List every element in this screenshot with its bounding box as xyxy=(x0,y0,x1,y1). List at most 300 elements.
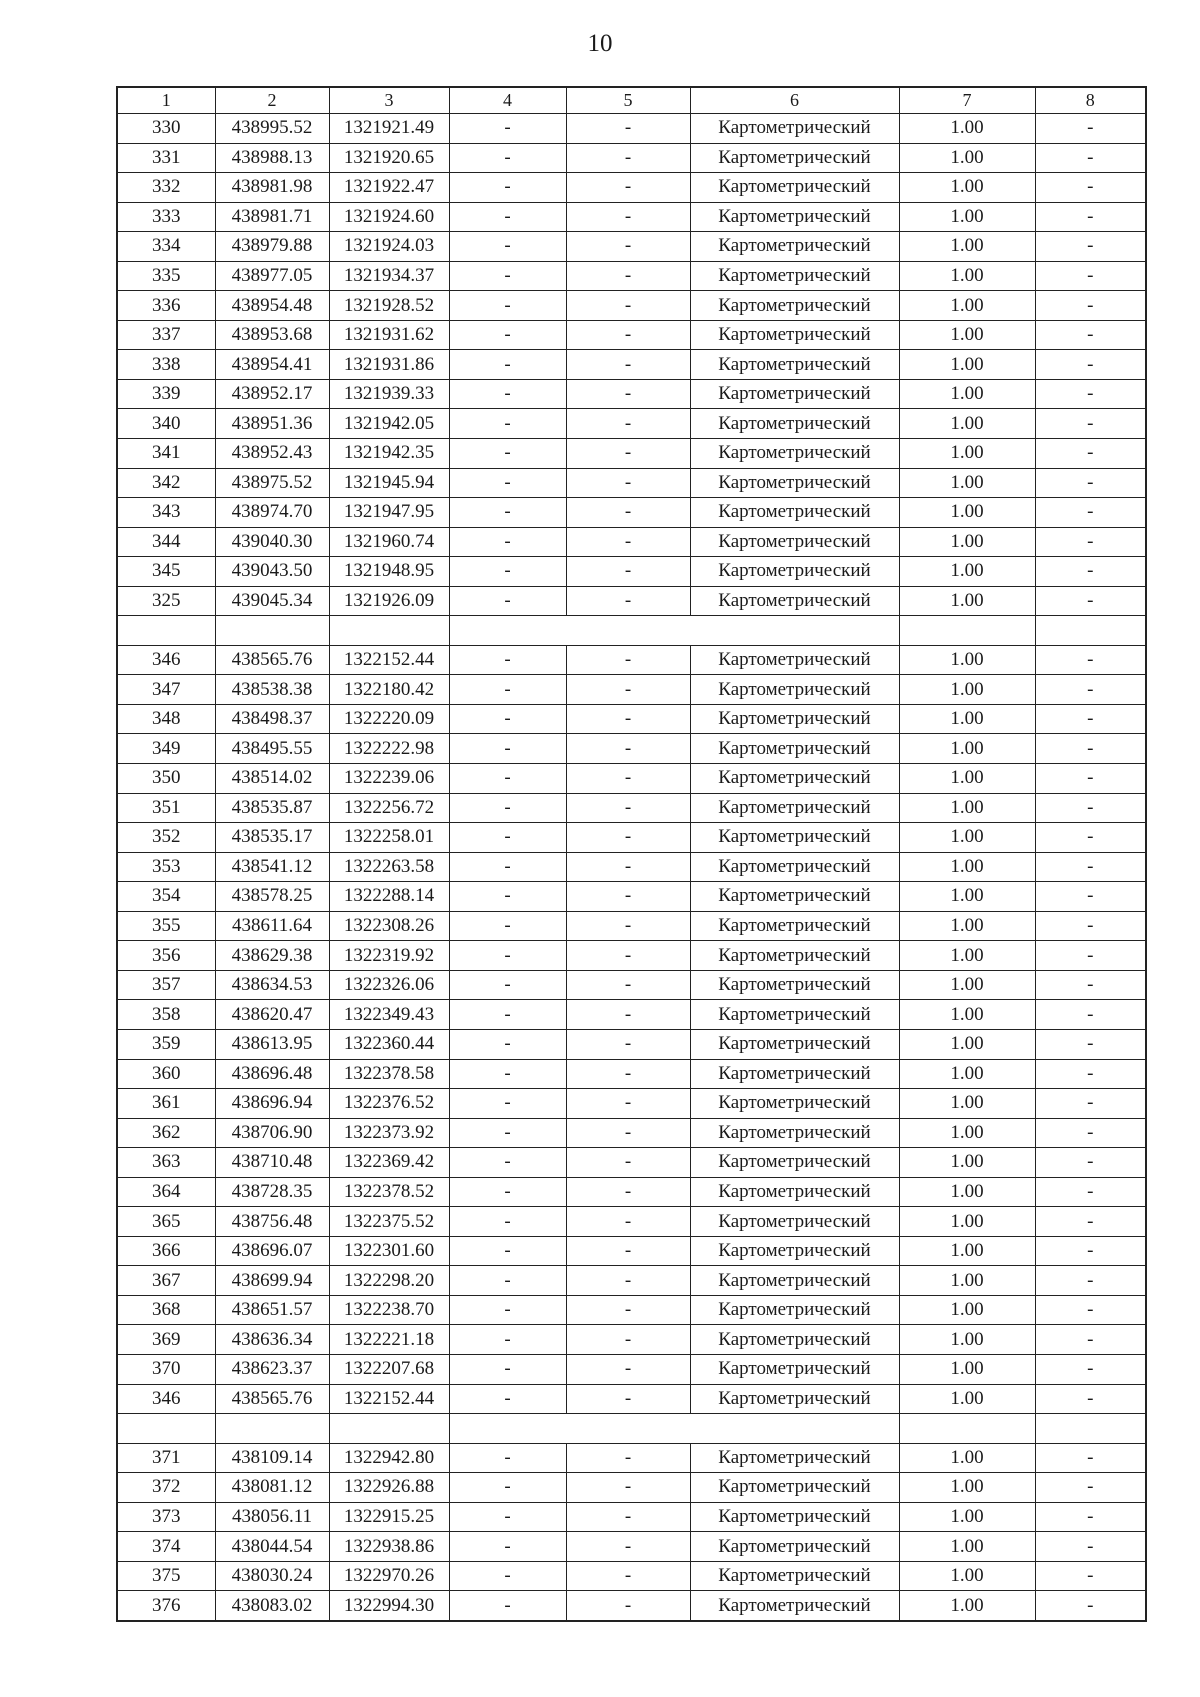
table-cell: Картометрический xyxy=(690,320,899,350)
table-cell: 438710.48 xyxy=(215,1148,329,1178)
table-row xyxy=(117,1266,1146,1296)
table-cell: 372 xyxy=(117,1473,215,1503)
table-cell: - xyxy=(566,1000,690,1030)
table-cell: 1321926.09 xyxy=(329,586,449,616)
table-cell: 1.00 xyxy=(899,468,1035,498)
table-cell: 1.00 xyxy=(899,675,1035,705)
table-cell: 1322221.18 xyxy=(329,1325,449,1355)
table-cell: 1.00 xyxy=(899,970,1035,1000)
table-cell: Картометрический xyxy=(690,1295,899,1325)
table-cell: 1.00 xyxy=(899,1473,1035,1503)
table-cell: 1.00 xyxy=(899,1177,1035,1207)
table-cell: - xyxy=(1035,114,1146,144)
table-cell: - xyxy=(566,409,690,439)
table-cell: Картометрический xyxy=(690,1561,899,1591)
table-row xyxy=(117,498,1146,528)
table-cell: 1321948.95 xyxy=(329,557,449,587)
table-cell: - xyxy=(449,970,566,1000)
table-cell: 438953.68 xyxy=(215,320,329,350)
table-row xyxy=(117,734,1146,764)
table-cell: - xyxy=(566,1354,690,1384)
table-cell: 438696.48 xyxy=(215,1059,329,1089)
table-cell: - xyxy=(1035,1561,1146,1591)
table-cell: 1.00 xyxy=(899,527,1035,557)
table-cell: - xyxy=(1035,675,1146,705)
table-cell: 1.00 xyxy=(899,1118,1035,1148)
table-cell: 1.00 xyxy=(899,261,1035,291)
table-cell: - xyxy=(566,823,690,853)
table-cell: - xyxy=(566,645,690,675)
table-row xyxy=(117,852,1146,882)
table-cell: - xyxy=(566,675,690,705)
table-cell: 438988.13 xyxy=(215,143,329,173)
table-cell: 1.00 xyxy=(899,941,1035,971)
table-cell: Картометрический xyxy=(690,350,899,380)
table-cell: - xyxy=(1035,143,1146,173)
table-cell: 438696.07 xyxy=(215,1236,329,1266)
table-cell: 339 xyxy=(117,379,215,409)
table-row xyxy=(117,911,1146,941)
table-cell: Картометрический xyxy=(690,645,899,675)
table-cell: Картометрический xyxy=(690,173,899,203)
table-cell: - xyxy=(566,232,690,262)
table-cell: - xyxy=(1035,1089,1146,1119)
table-cell: 438565.76 xyxy=(215,645,329,675)
column-header: 8 xyxy=(1035,87,1146,114)
table-cell: - xyxy=(566,1384,690,1414)
table-cell: - xyxy=(1035,232,1146,262)
table-row xyxy=(117,1000,1146,1030)
table-cell: 438651.57 xyxy=(215,1295,329,1325)
table-cell: 1321942.35 xyxy=(329,439,449,469)
table-header-row xyxy=(117,87,1146,114)
table-cell: - xyxy=(1035,941,1146,971)
empty-cell xyxy=(329,616,449,646)
column-header: 7 xyxy=(899,87,1035,114)
table-cell: - xyxy=(1035,970,1146,1000)
table-cell: 1322256.72 xyxy=(329,793,449,823)
table-cell: Картометрический xyxy=(690,1207,899,1237)
table-cell: 357 xyxy=(117,970,215,1000)
table-cell: 333 xyxy=(117,202,215,232)
table-cell: 355 xyxy=(117,911,215,941)
table-cell: Картометрический xyxy=(690,941,899,971)
table-cell: - xyxy=(449,261,566,291)
table-cell: - xyxy=(566,468,690,498)
table-cell: Картометрический xyxy=(690,1532,899,1562)
table-cell: 1.00 xyxy=(899,1443,1035,1473)
table-row xyxy=(117,1473,1146,1503)
table-cell: 1322349.43 xyxy=(329,1000,449,1030)
table-cell: 359 xyxy=(117,1029,215,1059)
table-cell: Картометрический xyxy=(690,970,899,1000)
table-cell: 438699.94 xyxy=(215,1266,329,1296)
table-cell: 1.00 xyxy=(899,586,1035,616)
table-cell: 438975.52 xyxy=(215,468,329,498)
table-cell: - xyxy=(1035,409,1146,439)
table-cell: 1321922.47 xyxy=(329,173,449,203)
table-cell: 1322326.06 xyxy=(329,970,449,1000)
table-cell: 438623.37 xyxy=(215,1354,329,1384)
table-cell: 438620.47 xyxy=(215,1000,329,1030)
table-cell: 334 xyxy=(117,232,215,262)
table-cell: 347 xyxy=(117,675,215,705)
table-cell: 364 xyxy=(117,1177,215,1207)
table-cell: 1.00 xyxy=(899,823,1035,853)
table-cell: 438109.14 xyxy=(215,1443,329,1473)
table-cell: 1.00 xyxy=(899,704,1035,734)
table-cell: 1.00 xyxy=(899,911,1035,941)
table-cell: - xyxy=(449,704,566,734)
table-cell: 1321942.05 xyxy=(329,409,449,439)
table-cell: 358 xyxy=(117,1000,215,1030)
table-cell: - xyxy=(566,527,690,557)
table-cell: 438979.88 xyxy=(215,232,329,262)
table-cell: - xyxy=(1035,439,1146,469)
table-cell: - xyxy=(566,734,690,764)
table-row xyxy=(117,468,1146,498)
table-cell: - xyxy=(449,1561,566,1591)
table-cell: - xyxy=(1035,1384,1146,1414)
table-cell: 342 xyxy=(117,468,215,498)
table-cell: 1322207.68 xyxy=(329,1354,449,1384)
empty-cell xyxy=(329,1414,449,1444)
table-cell: Картометрический xyxy=(690,232,899,262)
table-cell: Картометрический xyxy=(690,1236,899,1266)
table-row xyxy=(117,1089,1146,1119)
table-cell: 1.00 xyxy=(899,557,1035,587)
table-cell: - xyxy=(1035,291,1146,321)
table-cell: 1.00 xyxy=(899,1561,1035,1591)
table-cell: - xyxy=(1035,1591,1146,1621)
empty-cell xyxy=(899,1414,1035,1444)
table-cell: 438728.35 xyxy=(215,1177,329,1207)
table-cell: 438951.36 xyxy=(215,409,329,439)
table-cell: 438756.48 xyxy=(215,1207,329,1237)
table-cell: 438706.90 xyxy=(215,1118,329,1148)
table-cell: Картометрический xyxy=(690,114,899,144)
table-cell: 1322298.20 xyxy=(329,1266,449,1296)
table-cell: - xyxy=(566,1089,690,1119)
table-cell: 331 xyxy=(117,143,215,173)
table-cell: Картометрический xyxy=(690,1354,899,1384)
table-cell: - xyxy=(449,1000,566,1030)
table-row xyxy=(117,320,1146,350)
table-cell: 1.00 xyxy=(899,1029,1035,1059)
column-header: 3 xyxy=(329,87,449,114)
table-cell: 332 xyxy=(117,173,215,203)
table-cell: - xyxy=(1035,1354,1146,1384)
table-row xyxy=(117,823,1146,853)
table-cell: - xyxy=(566,1473,690,1503)
table-separator-row xyxy=(117,616,1146,646)
table-cell: - xyxy=(566,793,690,823)
table-cell: 1.00 xyxy=(899,232,1035,262)
table-cell: - xyxy=(449,468,566,498)
table-cell: 439040.30 xyxy=(215,527,329,557)
table-cell: 1.00 xyxy=(899,1591,1035,1621)
table-cell: 366 xyxy=(117,1236,215,1266)
table-cell: 438611.64 xyxy=(215,911,329,941)
table-cell: 1322970.26 xyxy=(329,1561,449,1591)
table-cell: - xyxy=(449,379,566,409)
table-cell: 369 xyxy=(117,1325,215,1355)
table-cell: Картометрический xyxy=(690,704,899,734)
table-cell: 1322152.44 xyxy=(329,1384,449,1414)
table-cell: 1321934.37 xyxy=(329,261,449,291)
table-cell: - xyxy=(1035,1148,1146,1178)
table-cell: - xyxy=(1035,350,1146,380)
table-cell: - xyxy=(1035,261,1146,291)
empty-cell xyxy=(690,1414,899,1444)
table-cell: 371 xyxy=(117,1443,215,1473)
empty-cell xyxy=(899,616,1035,646)
table-cell: 360 xyxy=(117,1059,215,1089)
table-cell: 1.00 xyxy=(899,852,1035,882)
table-cell: - xyxy=(566,1266,690,1296)
table-cell: 1.00 xyxy=(899,1384,1035,1414)
empty-cell xyxy=(1035,1414,1146,1444)
table-row xyxy=(117,970,1146,1000)
table-cell: - xyxy=(449,941,566,971)
empty-cell xyxy=(117,616,215,646)
table-cell: 1.00 xyxy=(899,1532,1035,1562)
table-cell: 438541.12 xyxy=(215,852,329,882)
table-cell: Картометрический xyxy=(690,527,899,557)
table-cell: Картометрический xyxy=(690,1325,899,1355)
empty-cell xyxy=(117,1414,215,1444)
table-cell: 1321931.62 xyxy=(329,320,449,350)
table-row xyxy=(117,1295,1146,1325)
table-cell: - xyxy=(566,557,690,587)
table-cell: 1322180.42 xyxy=(329,675,449,705)
table-cell: - xyxy=(1035,1177,1146,1207)
table-cell: Картометрический xyxy=(690,852,899,882)
table-cell: 1322376.52 xyxy=(329,1089,449,1119)
coordinates-table xyxy=(116,86,1147,1622)
table-cell: - xyxy=(1035,764,1146,794)
table-cell: - xyxy=(566,291,690,321)
table-cell: 1322375.52 xyxy=(329,1207,449,1237)
table-cell: Картометрический xyxy=(690,911,899,941)
table-cell: - xyxy=(449,173,566,203)
table-cell: - xyxy=(449,202,566,232)
empty-cell xyxy=(690,616,899,646)
table-cell: - xyxy=(566,143,690,173)
table-cell: - xyxy=(449,1236,566,1266)
table-cell: - xyxy=(566,173,690,203)
table-cell: - xyxy=(566,439,690,469)
table-cell: 1322152.44 xyxy=(329,645,449,675)
table-cell: 1.00 xyxy=(899,439,1035,469)
column-header: 5 xyxy=(566,87,690,114)
table-cell: 376 xyxy=(117,1591,215,1621)
table-row xyxy=(117,1591,1146,1621)
table-cell: 348 xyxy=(117,704,215,734)
table-cell: - xyxy=(1035,557,1146,587)
table-cell: - xyxy=(449,1148,566,1178)
table-cell: 361 xyxy=(117,1089,215,1119)
table-cell: - xyxy=(1035,379,1146,409)
table-cell: 1.00 xyxy=(899,764,1035,794)
table-cell: 438030.24 xyxy=(215,1561,329,1591)
table-cell: - xyxy=(449,291,566,321)
table-cell: Картометрический xyxy=(690,261,899,291)
table-cell: 1.00 xyxy=(899,498,1035,528)
table-cell: 438565.76 xyxy=(215,1384,329,1414)
table-cell: - xyxy=(1035,1207,1146,1237)
table-cell: 330 xyxy=(117,114,215,144)
table-cell: - xyxy=(449,645,566,675)
table-cell: - xyxy=(449,882,566,912)
table-cell: 1322942.80 xyxy=(329,1443,449,1473)
table-cell: 1321924.03 xyxy=(329,232,449,262)
table-cell: Картометрический xyxy=(690,1148,899,1178)
table-cell: 1.00 xyxy=(899,645,1035,675)
table-cell: 1322369.42 xyxy=(329,1148,449,1178)
table-cell: 438696.94 xyxy=(215,1089,329,1119)
table-cell: 354 xyxy=(117,882,215,912)
table-cell: 1.00 xyxy=(899,1089,1035,1119)
table-cell: - xyxy=(1035,1443,1146,1473)
table-cell: - xyxy=(566,261,690,291)
table-row xyxy=(117,1561,1146,1591)
table-cell: 1.00 xyxy=(899,1502,1035,1532)
table-cell: - xyxy=(566,941,690,971)
table-cell: 338 xyxy=(117,350,215,380)
table-cell: 362 xyxy=(117,1118,215,1148)
table-cell: - xyxy=(449,1059,566,1089)
table-cell: - xyxy=(1035,793,1146,823)
table-row xyxy=(117,586,1146,616)
table-cell: 438514.02 xyxy=(215,764,329,794)
table-cell: - xyxy=(566,764,690,794)
table-cell: 1.00 xyxy=(899,143,1035,173)
table-cell: 438081.12 xyxy=(215,1473,329,1503)
table-cell: - xyxy=(566,1029,690,1059)
table-cell: 1.00 xyxy=(899,1295,1035,1325)
table-cell: Картометрический xyxy=(690,379,899,409)
table-cell: - xyxy=(449,1502,566,1532)
table-cell: 353 xyxy=(117,852,215,882)
table-cell: - xyxy=(449,143,566,173)
table-cell: - xyxy=(449,586,566,616)
table-row xyxy=(117,291,1146,321)
table-cell: - xyxy=(566,911,690,941)
table-row xyxy=(117,439,1146,469)
table-cell: Картометрический xyxy=(690,1384,899,1414)
table-cell: 374 xyxy=(117,1532,215,1562)
table-row xyxy=(117,882,1146,912)
table-cell: 1.00 xyxy=(899,114,1035,144)
table-cell: 1321939.33 xyxy=(329,379,449,409)
table-cell: 351 xyxy=(117,793,215,823)
table-row xyxy=(117,409,1146,439)
table-cell: 1322239.06 xyxy=(329,764,449,794)
table-cell: 1322220.09 xyxy=(329,704,449,734)
table-cell: - xyxy=(566,1532,690,1562)
table-cell: - xyxy=(1035,586,1146,616)
table-cell: 363 xyxy=(117,1148,215,1178)
table-cell: 1322258.01 xyxy=(329,823,449,853)
table-cell: Картометрический xyxy=(690,498,899,528)
table-cell: - xyxy=(449,1177,566,1207)
table-cell: - xyxy=(449,498,566,528)
table-cell: Картометрический xyxy=(690,409,899,439)
table-cell: - xyxy=(566,350,690,380)
table-cell: 438981.71 xyxy=(215,202,329,232)
table-cell: 343 xyxy=(117,498,215,528)
table-cell: 438995.52 xyxy=(215,114,329,144)
table-cell: - xyxy=(566,882,690,912)
table-cell: Картометрический xyxy=(690,468,899,498)
table-cell: 1.00 xyxy=(899,350,1035,380)
table-cell: 1321920.65 xyxy=(329,143,449,173)
table-cell: 439043.50 xyxy=(215,557,329,587)
table-cell: Картометрический xyxy=(690,882,899,912)
table-cell: 346 xyxy=(117,645,215,675)
table-cell: 350 xyxy=(117,764,215,794)
table-cell: - xyxy=(1035,202,1146,232)
table-cell: 1322238.70 xyxy=(329,1295,449,1325)
table-cell: 1321928.52 xyxy=(329,291,449,321)
table-row xyxy=(117,793,1146,823)
table-cell: 1.00 xyxy=(899,1236,1035,1266)
table-cell: 1321924.60 xyxy=(329,202,449,232)
table-row xyxy=(117,1059,1146,1089)
table-cell: 1.00 xyxy=(899,1059,1035,1089)
table-cell: - xyxy=(449,1591,566,1621)
table-cell: 365 xyxy=(117,1207,215,1237)
table-cell: - xyxy=(1035,173,1146,203)
table-cell: 370 xyxy=(117,1354,215,1384)
table-cell: - xyxy=(1035,1059,1146,1089)
table-cell: - xyxy=(566,1591,690,1621)
table-cell: - xyxy=(1035,823,1146,853)
table-cell: 352 xyxy=(117,823,215,853)
table-cell: Картометрический xyxy=(690,1177,899,1207)
table-cell: 1321931.86 xyxy=(329,350,449,380)
column-header: 2 xyxy=(215,87,329,114)
table-row xyxy=(117,764,1146,794)
table-cell: - xyxy=(1035,1236,1146,1266)
table-cell: 1321945.94 xyxy=(329,468,449,498)
table-cell: Картометрический xyxy=(690,1000,899,1030)
table-cell: - xyxy=(1035,1502,1146,1532)
table-cell: - xyxy=(449,823,566,853)
table-cell: Картометрический xyxy=(690,675,899,705)
table-cell: 335 xyxy=(117,261,215,291)
table-row xyxy=(117,645,1146,675)
table-cell: 1.00 xyxy=(899,1000,1035,1030)
table-cell: 438578.25 xyxy=(215,882,329,912)
table-cell: 1.00 xyxy=(899,1354,1035,1384)
table-cell: - xyxy=(1035,1473,1146,1503)
table-cell: - xyxy=(1035,645,1146,675)
table-cell: 367 xyxy=(117,1266,215,1296)
table-row xyxy=(117,1207,1146,1237)
table-cell: 1322938.86 xyxy=(329,1532,449,1562)
table-cell: - xyxy=(566,970,690,1000)
table-cell: - xyxy=(1035,911,1146,941)
table-row xyxy=(117,114,1146,144)
table-cell: - xyxy=(449,350,566,380)
table-cell: - xyxy=(449,852,566,882)
table-cell: Картометрический xyxy=(690,1029,899,1059)
table-row xyxy=(117,350,1146,380)
table-body xyxy=(117,114,1146,1621)
table-separator-row xyxy=(117,1414,1146,1444)
